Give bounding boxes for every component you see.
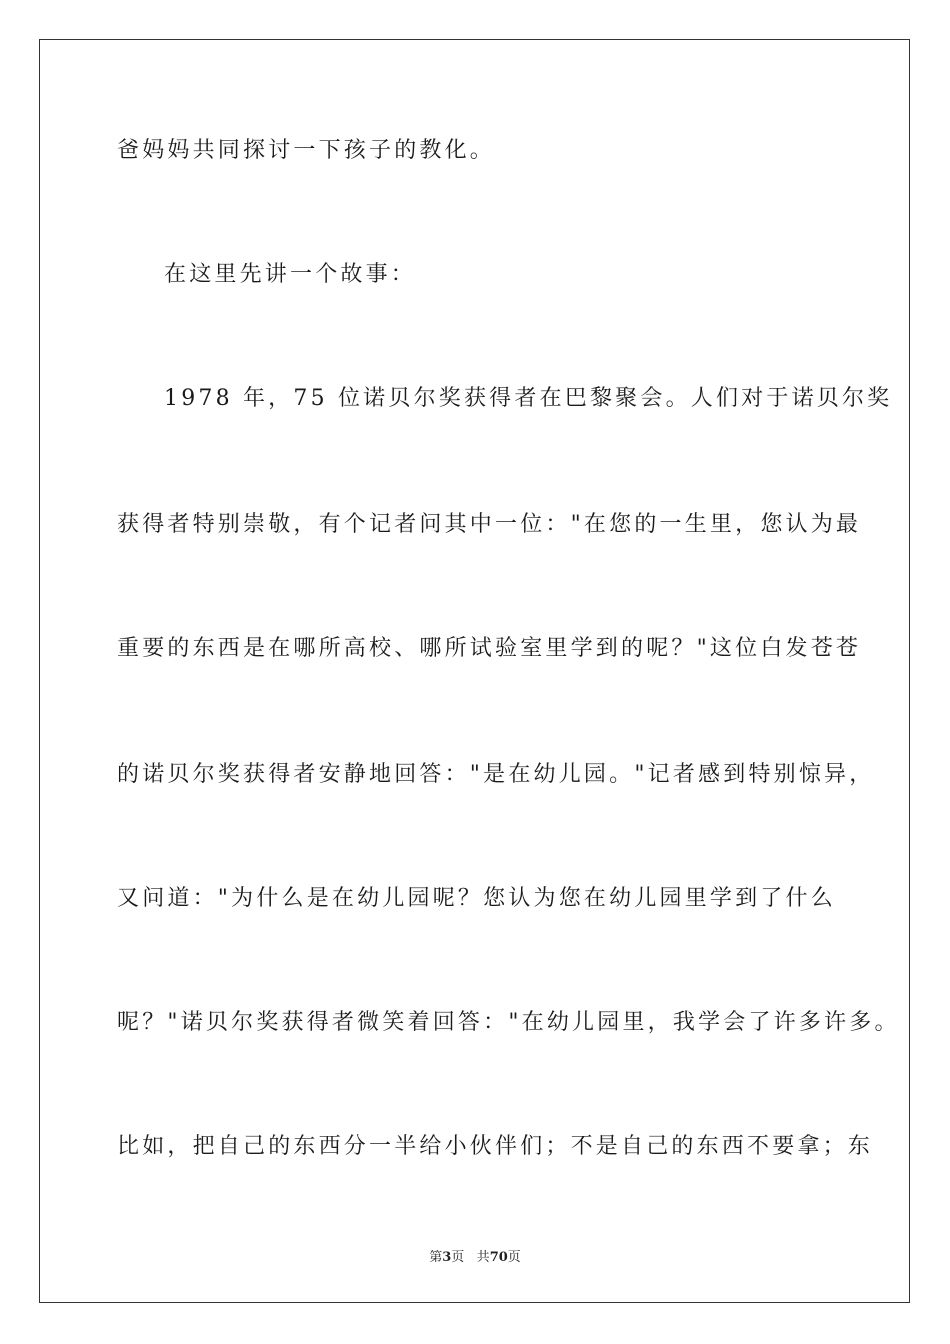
footer-total-prefix: 共 (476, 1250, 490, 1265)
footer-page-suffix: 页 (451, 1250, 465, 1265)
text-line-3: 1978 年，75 位诺贝尔奖获得者在巴黎聚会。人们对于诺贝尔奖 (164, 386, 893, 411)
text-line-4: 获得者特别崇敬，有个记者问其中一位："在您的一生里，您认为最 (117, 512, 862, 537)
text-line-7: 又问道："为什么是在幼儿园呢？您认为您在幼儿园里学到了什么 (117, 886, 836, 911)
footer-total-suffix: 页 (507, 1250, 521, 1265)
page-border (39, 39, 910, 1303)
footer-page-prefix: 第 (429, 1250, 443, 1265)
text-line-5: 重要的东西是在哪所高校、哪所试验室里学到的呢？"这位白发苍苍 (117, 636, 862, 661)
text-line-8: 呢？"诺贝尔奖获得者微笑着回答："在幼儿园里，我学会了许多许多。 (117, 1010, 900, 1035)
text-line-9: 比如，把自己的东西分一半给小伙伴们；不是自己的东西不要拿；东 (117, 1134, 874, 1159)
footer-total-pages: 70 (489, 1250, 508, 1265)
text-line-2: 在这里先讲一个故事： (164, 262, 417, 287)
page-footer (0, 1246, 950, 1265)
text-line-1: 爸妈妈共同探讨一下孩子的教化。 (117, 138, 496, 163)
footer-page-number: 3 (442, 1250, 452, 1265)
text-line-6: 的诺贝尔奖获得者安静地回答："是在幼儿园。"记者感到特别惊异， (117, 762, 875, 787)
